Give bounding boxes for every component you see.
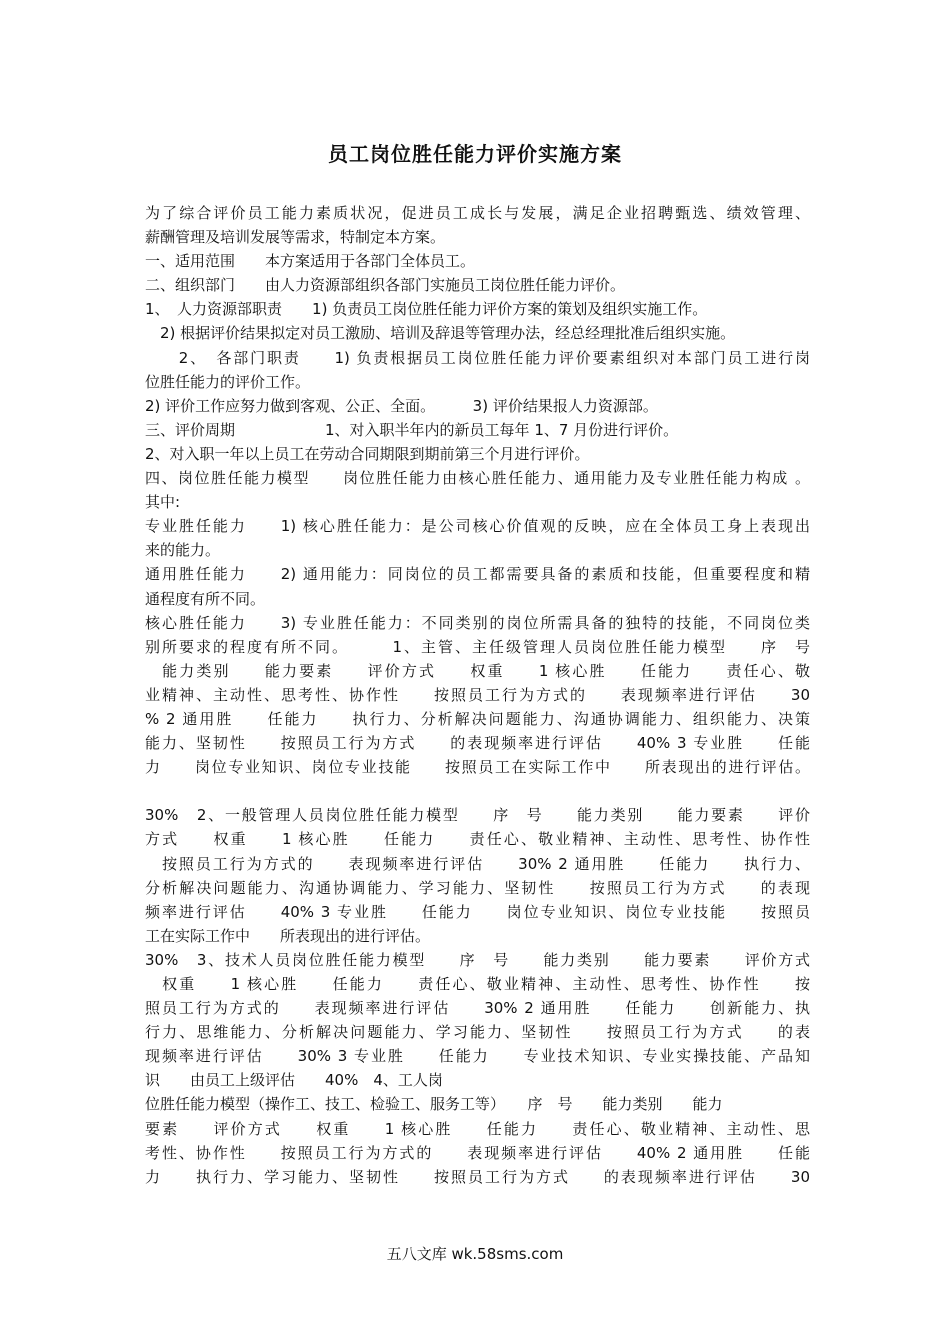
- paragraph-line: 2) 评价工作应努力做到客观、公正、全面。 3) 评价结果报人力资源部。: [145, 396, 658, 415]
- paragraph-line: 按照员工行为方式的 表现频率进行评估 30% 2 通用胜 任能力 执行力、: [145, 854, 810, 873]
- paragraph-line: 力 岗位专业知识、岗位专业技能 按照员工在实际工作中 所表现出的进行评估。: [145, 758, 810, 777]
- paragraph-line: 要素 评价方式 权重 1 核心胜 任能力 责任心、敬业精神、主动性、思: [145, 1119, 810, 1138]
- paragraph-line: 位胜任能力的评价工作。: [145, 372, 311, 391]
- document-body: [145, 201, 810, 1189]
- paragraph-line: 三、评价周期 1、对入职半年内的新员工每年 1、7 月份进行评价。: [145, 420, 679, 439]
- paragraph-line: 核心胜任能力 3) 专业胜任能力：不同类别的岗位所需具备的独特的技能，不同岗位类: [145, 613, 810, 632]
- paragraph-line: 通用胜任能力 2) 通用能力：同岗位的员工都需要具备的素质和技能，但重要程度和精: [145, 565, 810, 584]
- paragraph-line: 薪酬管理及培训发展等需求，特制定本方案。: [145, 228, 446, 247]
- paragraph-line: 30% 3、技术人员岗位胜任能力模型 序 号 能力类别 能力要素 评价方式: [145, 950, 810, 969]
- paragraph-line: 业精神、主动性、思考性、协作性 按照员工行为方式的 表现频率进行评估 30: [145, 685, 810, 704]
- paragraph-line: 2、对入职一年以上员工在劳动合同期限到期前第三个月进行评价。: [145, 444, 590, 463]
- paragraph-line: 别所要求的程度有所不同。 1、主管、主任级管理人员岗位胜任能力模型 序 号: [145, 637, 810, 656]
- paragraph-line: 为了综合评价员工能力素质状况，促进员工成长与发展，满足企业招聘甄选、绩效管理、: [145, 204, 810, 222]
- paragraph-line: 二、组织部门 由人力资源部组织各部门实施员工岗位胜任能力评价。: [145, 276, 626, 295]
- paragraph-line: 其中:: [145, 493, 181, 512]
- paragraph-line: 2) 根据评价结果拟定对员工激励、培训及辞退等管理办法，经总经理批准后组织实施。: [145, 324, 736, 343]
- paragraph-line: 照员工行为方式的 表现频率进行评估 30% 2 通用胜 任能力 创新能力、执: [145, 999, 810, 1018]
- paragraph-line: 1、 人力资源部职责 1) 负责员工岗位胜任能力评价方案的策划及组织实施工作。: [145, 300, 708, 319]
- paragraph-line: 工在实际工作中 所表现出的进行评估。: [145, 926, 431, 945]
- paragraph-line: 能力、坚韧性 按照员工行为方式 的表现频率进行评估 40% 3 专业胜 任能: [145, 734, 810, 753]
- paragraph-line: 现频率进行评估 30% 3 专业胜 任能力 专业技术知识、专业实操技能、产品知: [145, 1047, 810, 1066]
- paragraph-line: 力 执行力、学习能力、坚韧性 按照员工行为方式 的表现频率进行评估 30: [145, 1167, 810, 1186]
- paragraph-line: 专业胜任能力 1) 核心胜任能力：是公司核心价值观的反映，应在全体员工身上表现出: [145, 517, 810, 536]
- paragraph-line: 频率进行评估 40% 3 专业胜 任能力 岗位专业知识、岗位专业技能 按照员: [145, 902, 810, 921]
- paragraph-line: 分析解决问题能力、沟通协调能力、学习能力、坚韧性 按照员工行为方式 的表现: [145, 878, 810, 897]
- watermark-footer: 五八文库 wk.58sms.com: [386, 1245, 564, 1263]
- paragraph-line: 30% 2、一般管理人员岗位胜任能力模型 序 号 能力类别 能力要素 评价: [145, 806, 810, 825]
- paragraph-line: 行力、思维能力、分析解决问题能力、学习能力、坚韧性 按照员工行为方式 的表: [145, 1023, 810, 1042]
- paragraph-line: 权重 1 核心胜 任能力 责任心、敬业精神、主动性、思考性、协作性 按: [145, 975, 810, 993]
- paragraph-line: 方式 权重 1 核心胜 任能力 责任心、敬业精神、主动性、思考性、协作性: [145, 830, 810, 849]
- blank-line: [145, 779, 810, 803]
- paragraph-line: 来的能力。: [145, 541, 221, 560]
- paragraph-line: 位胜任能力模型（操作工、技工、检验工、服务工等） 序 号 能力类别 能力: [145, 1095, 723, 1114]
- paragraph-line: 能力类别 能力要素 评价方式 权重 1 核心胜 任能力 责任心、敬: [145, 661, 810, 680]
- paragraph-line: 2、 各部门职责 1) 负责根据员工岗位胜任能力评价要素组织对本部门员工进行岗: [145, 348, 810, 367]
- paragraph-line: 考性、协作性 按照员工行为方式的 表现频率进行评估 40% 2 通用胜 任能: [145, 1143, 810, 1162]
- paragraph-line: % 2 通用胜 任能力 执行力、分析解决问题能力、沟通协调能力、组织能力、决策: [145, 709, 810, 728]
- paragraph-line: 识 由员工上级评估 40% 4、工人岗: [145, 1071, 443, 1090]
- document-title: 员工岗位胜任能力评价实施方案: [328, 142, 622, 166]
- paragraph-line: 一、适用范围 本方案适用于各部门全体员工。: [145, 252, 476, 271]
- paragraph-line: 通程度有所不同。: [145, 589, 266, 608]
- paragraph-line: 四、岗位胜任能力模型 岗位胜任能力由核心胜任能力、通用能力及专业胜任能力构成 。: [145, 469, 810, 488]
